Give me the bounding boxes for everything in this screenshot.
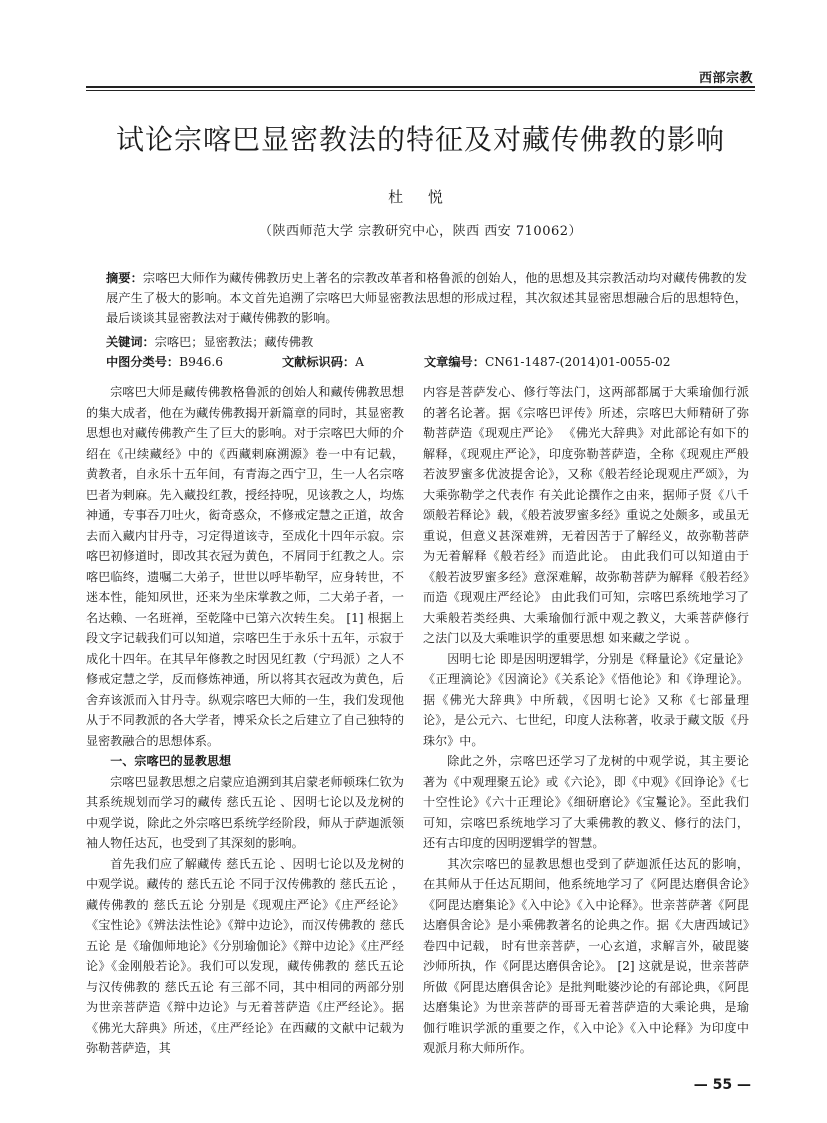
- keywords-text: 宗喀巴；显密教法；藏传佛教: [154, 335, 314, 349]
- paragraph: 除此之外，宗喀巴还学习了龙树的中观学说，其主要论著为《中观理聚五论》或《六论》，即《中观》《回诤论》《七十空性论》《六十正理论》《细研磨论》《宝鬘论》。至此我们可知，宗喀巴系统地学习了大乘佛教的教义、修行的法门，还有古印度的因明逻辑学的智慧。: [423, 754, 749, 850]
- page-number: — 55 —: [693, 1077, 751, 1093]
- paragraph: 其次宗喀巴的显教思想也受到了萨迦派任达瓦的影响，在其师从于任达瓦期间，他系统地学习了《阿毘达磨俱舍论》《阿毘达磨集论》《入中论》《入中论释》。世亲菩萨著《阿毘达磨俱舍论》是小乘佛教著名的论典之作。据《大唐西域记》卷四中记载， 时有世亲菩萨，一心玄道，求解言外，破毘婆沙师所执，作《阿毘达磨俱舍论》。 [2] 这就是说，世亲菩萨所做《阿毘达磨俱舍论》是批判毗婆沙论的有部论典，《阿毘达磨集论》为世亲菩萨的哥哥无着菩萨造的大乘论典，是瑜伽行唯识学派的重要之作，《入中论》《入中论释》为印度中观派月称大师所作。: [423, 856, 749, 1055]
- abstract-label: 摘要：: [106, 271, 143, 285]
- keywords: [106, 332, 747, 352]
- body-column-left: [86, 382, 404, 1059]
- author-name: 杜 悦: [388, 188, 453, 206]
- document-code: 文献标识码：A: [282, 355, 364, 369]
- paragraph: 宗喀巴显教思想之启蒙应追溯到其启蒙老师顿珠仁钦为其系统规划而学习的藏传 慈氏五论 、因明七论以及龙树的中观学说，除此之外宗喀巴系统学经阶段，师从于萨迦派领袖人物任达瓦，也受到了其深刻的影响。: [86, 774, 404, 850]
- abstract-text: 宗喀巴大师作为藏传佛教历史上著名的宗教改革者和格鲁派的创始人，他的思想及其宗教活动均对藏传佛教的发展产生了极大的影响。本文首先追溯了宗喀巴大师显密教法思想的形成过程，其次叙述其显密思想融合后的思想特色，最后谈谈其显密教法对于藏传佛教的影响。: [106, 271, 748, 325]
- paragraph: 内容是菩萨发心、修行等法门，这两部都属于大乘瑜伽行派的著名论著。据《宗喀巴评传》所述，宗喀巴大师精研了弥勒菩萨造《现观庄严论》 《佛光大辞典》对此部论有如下的解释，《现观庄严论》，印度弥勒菩萨造，全称《现观庄严般若波罗蜜多优波提舍论》，又称《般若经论现观庄严颂》，为大乘弥勒学之代表作 有关此论撰作之由来，据师子贤《八千颂般若释论》载，《般若波罗蜜多经》重说之处颇多，或虽无重说，但意义甚深难辨，无着因苦于了解经义，故弥勒菩萨为无着解释《般若经》而造此论。 由此我们可以知道由于《般若波罗蜜多经》意深难解，故弥勒菩萨为解释《般若经》而造《现观庄严经论》 由此我们可知，宗喀巴系统地学习了大乘般若类经典、大乘瑜伽行派中观之教义，大乘菩萨修行之法门以及大乘唯识学的重要思想 如来藏之学说 。: [423, 385, 749, 645]
- section-heading: 一、宗喀巴的显教思想: [110, 754, 232, 768]
- paragraph: 因明七论 即是因明逻辑学，分别是《释量论》《定量论》《正理滴论》《因滴论》《关系论》《悟他论》和《诤理论》。据《佛光大辞典》中所载，《因明七论》又称《七部量理论》，是公元六、七世纪，印度人法称著，收录于藏文版《丹珠尔》中。: [423, 651, 749, 748]
- header-rule: [86, 86, 755, 88]
- body-column-right: [423, 382, 749, 1059]
- section-label: 西部宗教: [698, 71, 753, 86]
- paragraph: 首先我们应了解藏传 慈氏五论 、因明七论以及龙树的中观学说。藏传的 慈氏五论 不同于汉传佛教的 慈氏五论 ，藏传佛教的 慈氏五论 分别是《现观庄严论》《庄严经论》《宝性论》《辨法法性论》《辩中边论》，而汉传佛教的 慈氏五论 是《瑜伽师地论》《分别瑜伽论》《辩中边论》《庄严经论》《金刚般若论》。我们可以发现，藏传佛教的 慈氏五论 与汉传佛教的 慈氏五论 有三部不同，其中相同的两部分别为世亲菩萨造《辩中边论》与无着菩萨造《庄严经论》。据《佛光大辞典》所述，《庄严经论》在西藏的文献中记载为弥勒菩萨造，其: [86, 856, 404, 1055]
- keywords-label: 关键词：: [106, 335, 155, 349]
- article-number: 文章编号：CN61-1487-(2014)01-0055-02: [424, 355, 671, 369]
- abstract: [106, 268, 747, 328]
- header-rule-thin: [86, 90, 755, 91]
- affiliation: （陕西师范大学 宗教研究中心，陕西 西安 710062）: [258, 224, 583, 239]
- paragraph: 宗喀巴大师是藏传佛教格鲁派的创始人和藏传佛教思想的集大成者，他在为藏传佛教揭开新篇章的同时，其显密教思想也对藏传佛教产生了巨大的影响。对于宗喀巴大师的介绍在《卍续藏经》中的《西藏剌麻溯源》卷一中有记载， 黄教者，自永乐十五年间，有青海之西宁卫，生一人名宗喀巴者为剌麻。先入藏投红教，授经持呪，见该教之人，均炼神通，专事吞刀吐火，衒奇惑众，不修戒定慧之正道，故舍去而入藏内甘丹寺，习定得道该寺，至成化十四年示寂。宗喀巴初修道时，即改其衣冠为黄色，不屑同于红教之人。宗喀巴临终，遗嘱二大弟子，世世以呼毕勒罕，应身转世，不迷本性，能知夙世，还来为坐床掌教之师，二大弟子者，一名达赖、一名班禅，至乾隆中已第六次转生矣。 [1] 根据上段文字记载我们可以知道，宗喀巴生于永乐十五年，示寂于成化十四年。在其早年修教之时因见红教（宁玛派）之人不修戒定慧之学，反而修炼神通，所以将其衣冠改为黄色，后舍弃该派而入甘丹寺。纵观宗喀巴大师的一生，我们发现他从于不同教派的各大学者，博采众长之后建立了自己独特的显密教融合的思想体系。: [86, 385, 404, 748]
- article-title: 试论宗喀巴显密教法的特征及对藏传佛教的影响: [115, 123, 725, 156]
- clc-number: 中图分类号：B946.6: [106, 355, 223, 369]
